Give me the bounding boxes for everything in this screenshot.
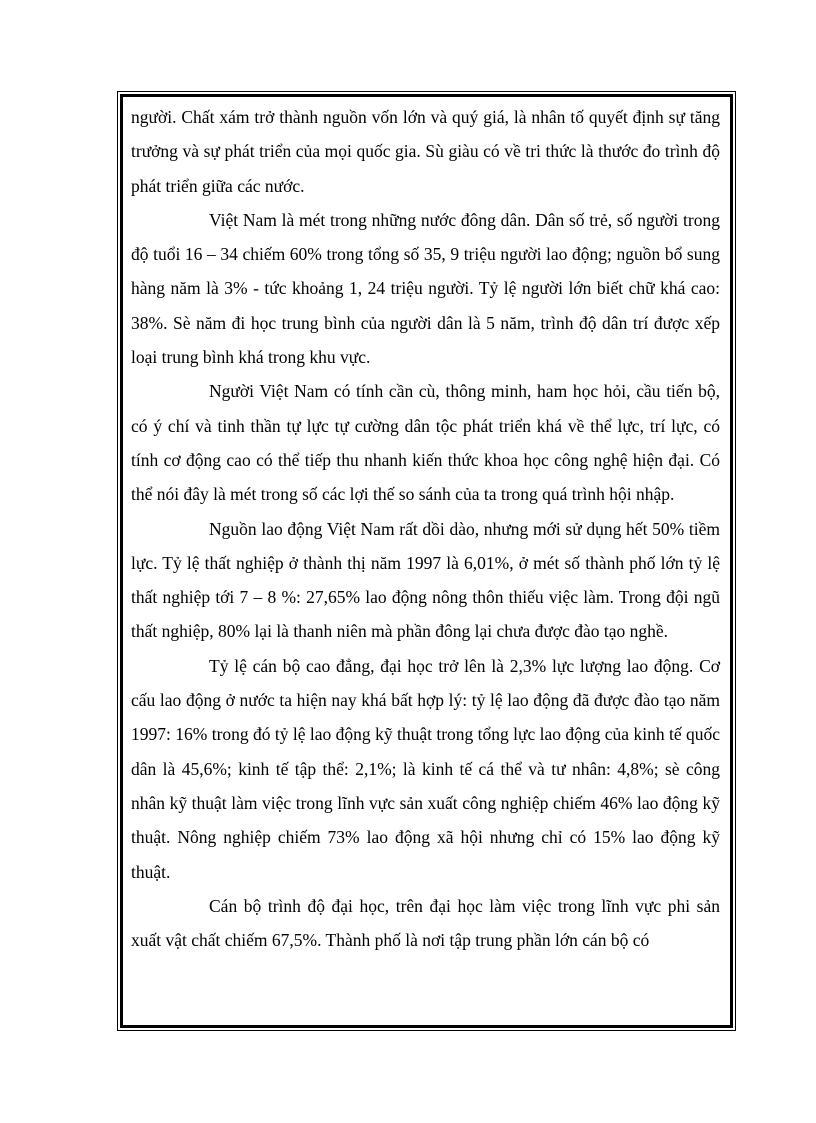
document-body	[131, 100, 720, 957]
paragraph-3: Người Việt Nam có tính cần cù, thông minh, ham học hỏi, cầu tiến bộ, có ý chí và tinh thần tự lực tự cường dân tộc phát triển khá về thể lực, trí lực, có tính cơ động cao có thể tiếp thu nhanh kiến thức khoa học công nghệ hiện đại. Có thể nói đây là mét trong số các lợi thế so sánh của ta trong quá trình hội nhập.	[131, 381, 720, 505]
paragraph-6: Cán bộ trình độ đại học, trên đại học làm việc trong lĩnh vực phi sản xuất vật chất chiếm 67,5%. Thành phố là nơi tập trung phần lớn cán bộ có	[131, 895, 720, 951]
paragraph-2: Việt Nam là mét trong những nước đông dân. Dân số trẻ, số người trong độ tuổi 16 – 34 chiếm 60% trong tổng số 35, 9 triệu người lao động; nguồn bổ sung hàng năm là 3% - tức khoảng 1, 24 triệu người. Tỷ lệ người lớn biết chữ khá cao: 38%. Sè năm đi học trung bình của người dân là 5 năm, trình độ dân trí được xếp loại trung bình khá trong khu vực.	[131, 209, 720, 368]
paragraph-1: người. Chất xám trở thành nguồn vốn lớn và quý giá, là nhân tố quyết định sự tăng trưởng và sự phát triển của mọi quốc gia. Sù giàu có về tri thức là thước đo trình độ phát triển giữa các nước.	[131, 107, 720, 196]
paragraph-5: Tỷ lệ cán bộ cao đẳng, đại học trở lên là 2,3% lực lượng lao động. Cơ cấu lao động ở nước ta hiện nay khá bất hợp lý: tỷ lệ lao động đã được đào tạo năm 1997: 16% trong đó tỷ lệ lao động kỹ thuật trong tổng lực lao động của kinh tế quốc dân là 45,6%; kinh tế tập thể: 2,1%; là kinh tế cá thể và tư nhân: 4,8%; sè công nhân kỹ thuật làm việc trong lĩnh vực sản xuất công nghiệp chiếm 46% lao động kỹ thuật. Nông nghiệp chiếm 73% lao động xã hội nhưng chỉ có 15% lao động kỹ thuật.	[131, 655, 720, 882]
paragraph-4: Nguồn lao động Việt Nam rất dồi dào, nhưng mới sử dụng hết 50% tiềm lực. Tỷ lệ thất nghiệp ở thành thị năm 1997 là 6,01%, ở mét số thành phố lớn tỷ lệ thất nghiệp tới 7 – 8 %: 27,65% lao động nông thôn thiếu việc làm. Trong đội ngũ thất nghiệp, 80% lại là thanh niên mà phần đông lại chưa được đào tạo nghề.	[131, 518, 720, 642]
